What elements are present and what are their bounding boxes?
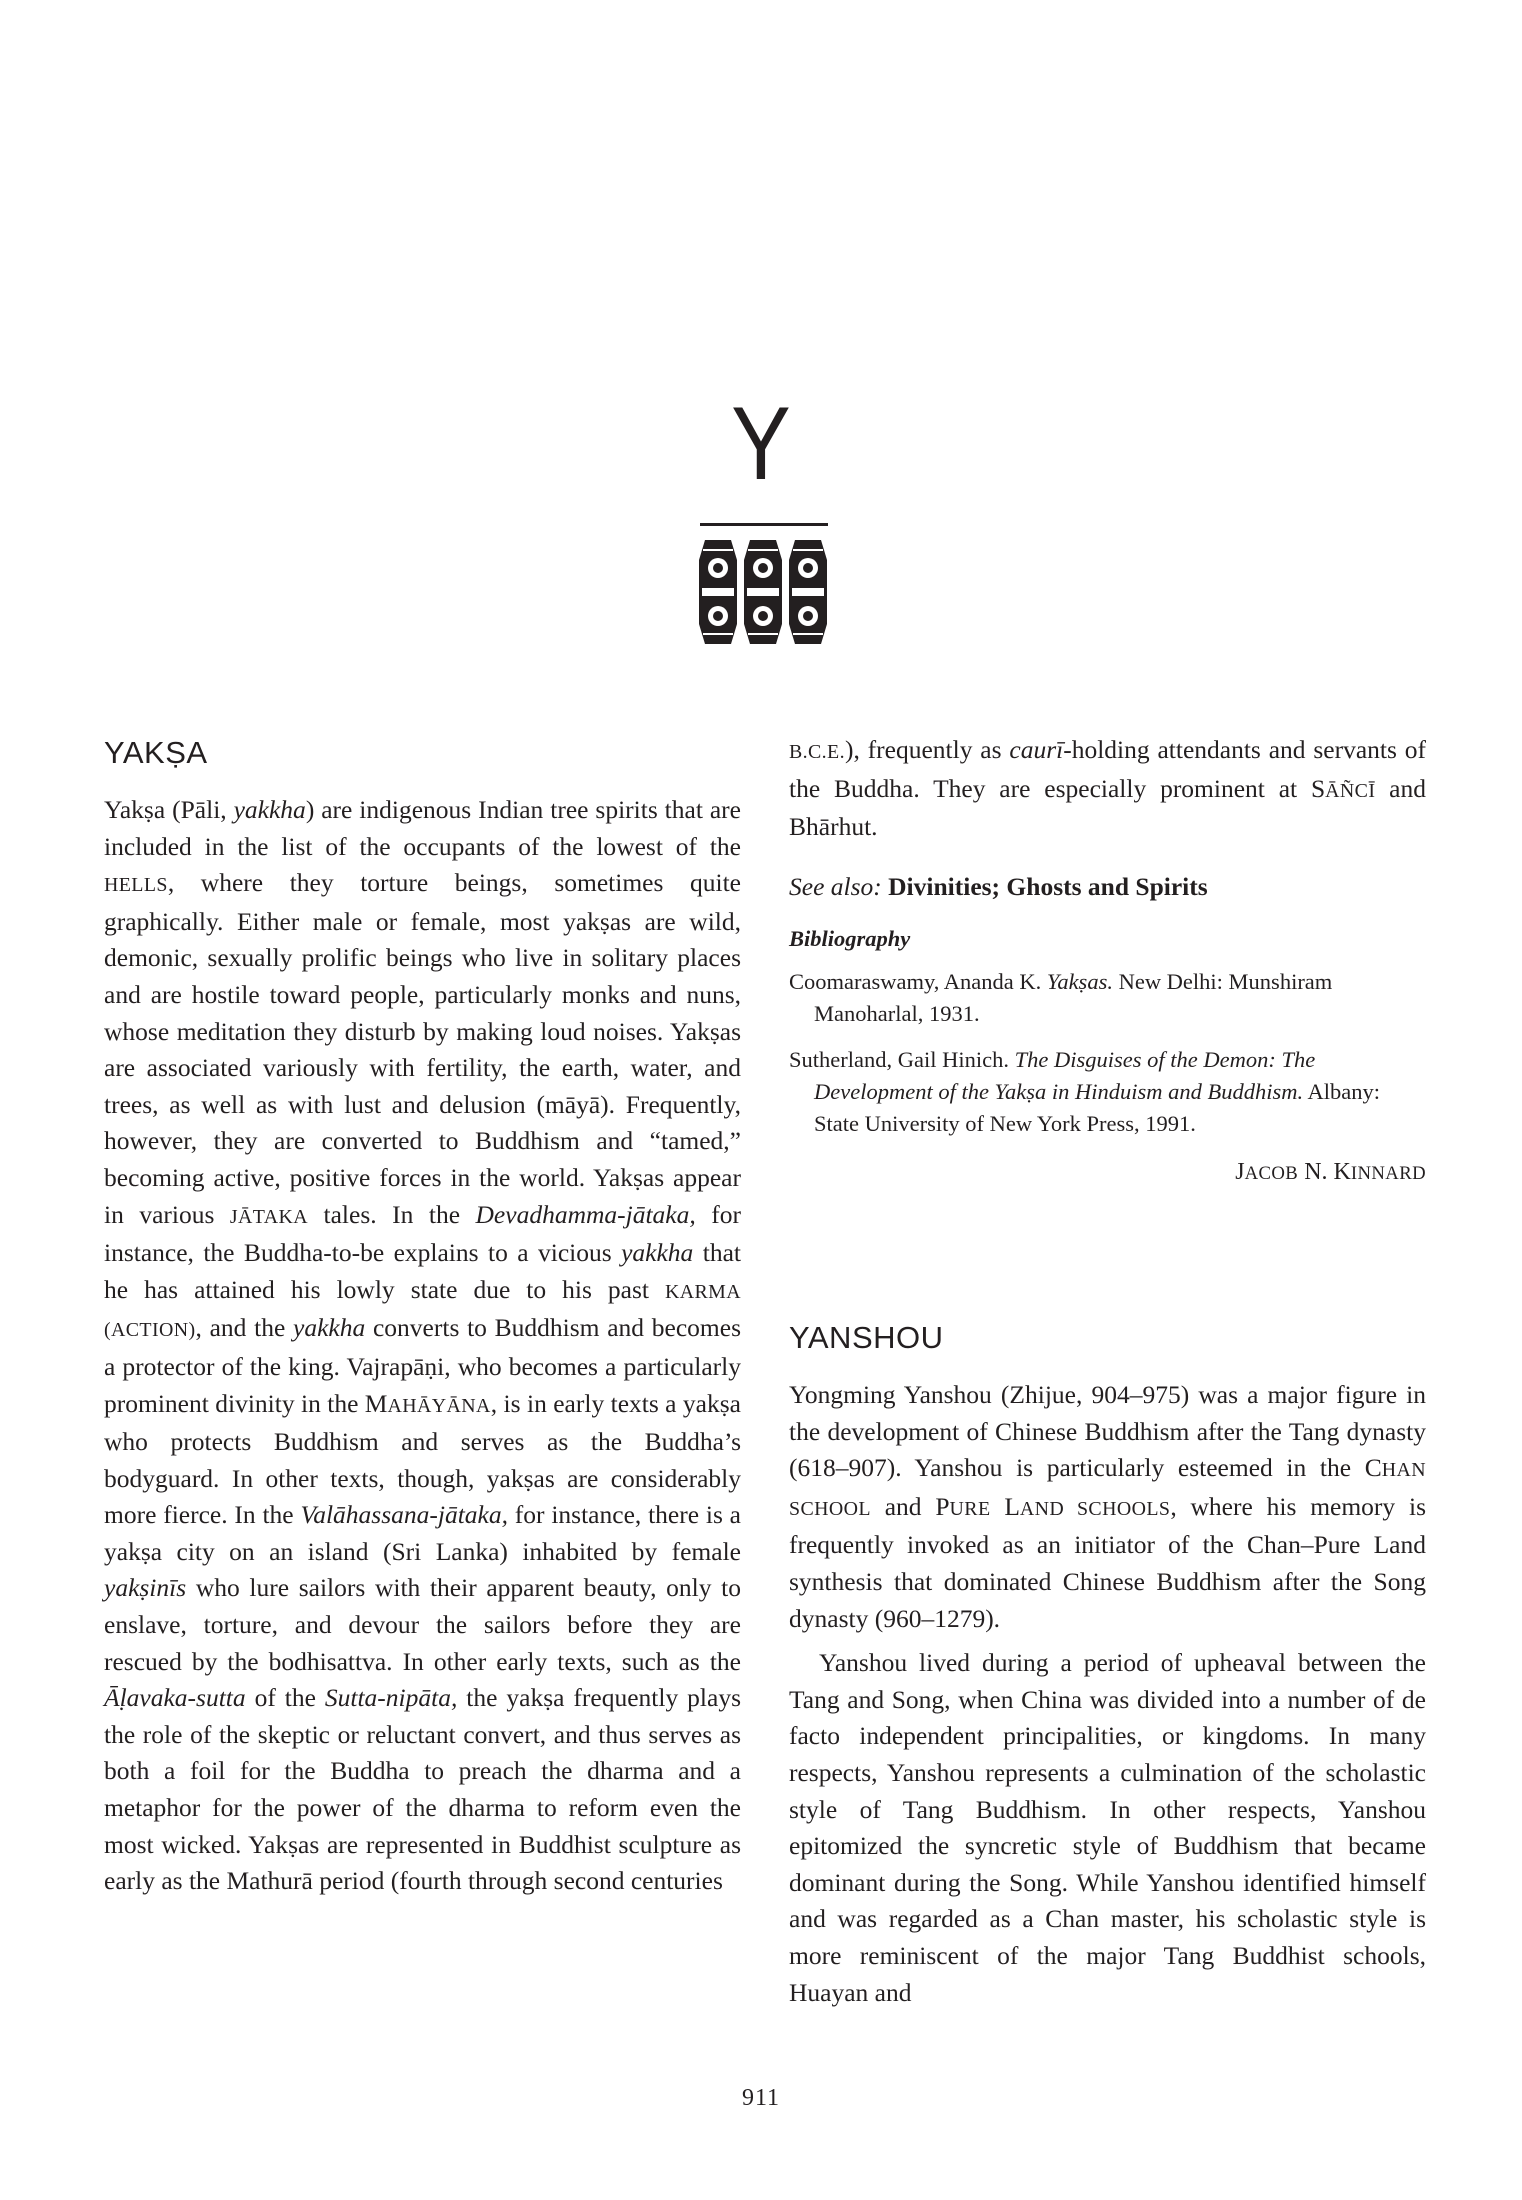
letter-divider-rule xyxy=(700,523,828,526)
see-also-label: See also: xyxy=(789,871,882,901)
yanshou-paragraph-2: Yanshou lived during a period of upheaval between the Tang and Song, when China was divided into a number of de facto independent principalities, or kingdoms. In many respects, Yanshou represents a culmination of the scholastic style of Tang Buddhism. In other respects, Yanshou epitomized the syncretic style of Buddhism that became dominant during the Song. While Yanshou identified himself and was regarded as a Chan master, his scholastic style is more reminiscent of the major Tang Buddhist schools, Huayan and xyxy=(789,1648,1426,2007)
yaksa-continuation-column xyxy=(789,732,1426,1193)
bead-ornament-icon xyxy=(697,536,829,648)
yanshou-paragraph-1: Yongming Yanshou (Zhijue, 904–975) was a major figure in the development of Chinese Buddhism after the Tang dynasty (618–907). Yanshou is particularly esteemed in the CHAN SCHOOL and PURE LAND SCHOOLS, where his memory is frequently invoked as an initiator of the Chan–Pure Land synthesis that dominated Chinese Buddhism after the Song dynasty (960–1279). xyxy=(789,1380,1426,1633)
yanshou-heading: YANSHOU xyxy=(789,1320,944,1355)
bead-left xyxy=(699,540,737,644)
yaksa-article-column xyxy=(104,733,741,1900)
yanshou-article-column xyxy=(789,1318,1426,2011)
bead-middle xyxy=(744,540,782,644)
bibliography-heading: Bibliography xyxy=(789,926,911,952)
bibliography-entry: Sutherland, Gail Hinich. The Disguises of the Demon: The Development of the Yakṣa in Hinduism and Buddhism. Albany: State University of New York Press, 1991. xyxy=(789,1047,1381,1137)
bibliography-entry: Coomaraswamy, Ananda K. Yakṣas. New Delhi: Munshiram Manoharlal, 1931. xyxy=(789,969,1333,1027)
section-letter: Y xyxy=(731,386,791,502)
author-credit: JACOB N. KINNARD xyxy=(1235,1159,1426,1186)
bead-right xyxy=(789,540,827,644)
page-number: 911 xyxy=(741,2085,781,2111)
yaksa-continuation: B.C.E.), frequently as caurī-holding attendants and servants of the Buddha. They are especially prominent at SĀÑCĪ and Bhārhut. xyxy=(789,735,1427,842)
see-also-links[interactable]: Divinities; Ghosts and Spirits xyxy=(888,871,1208,901)
see-also xyxy=(789,869,1426,906)
yaksa-body: Yakṣa (Pāli, yakkha) are indigenous Indian tree spirits that are included in the list of the occupants of the lowest of the HELLS, where they torture beings, sometimes quite graphically. Either male or female, most yakṣas are wild, demonic, sexually prolific beings who live in solitary places and are hostile toward people, particularly monks and nuns, whose meditation they disturb by making loud noises. Yakṣas are associated variously with fertility, the earth, water, and trees, as well as with lust and delusion (māyā). Frequently, however, they are converted to Buddhism and “tamed,” becoming active, positive forces in the world. Yakṣas appear in various JĀTAKA tales. In the Devadhamma-jātaka, for instance, the Buddha-to-be explains to a vicious yakkha that he has attained his lowly state due to his past KARMA (ACTION), and the yakkha converts to Buddhism and becomes a protector of the king. Vajrapāṇi, who becomes a particularly prominent divinity in the MAHĀYĀNA, is in early texts a yakṣa who protects Buddhism and serves as the Buddha’s bodyguard. In other texts, though, yakṣas are considerably more fierce. In the Valāhassana-jātaka, for instance, there is a yakṣa city on an island (Sri Lanka) inhabited by female yakṣinīs who lure sailors with their apparent beauty, only to enslave, torture, and devour the sailors before they are rescued by the bodhisattva. In other early texts, such as the Āḷavaka-sutta of the Sutta-nipāta, the yakṣa frequently plays the role of the skeptic or reluctant convert, and thus serves as both a foil for the Buddha to preach the dharma and a metaphor for the power of the dharma to reform even the most wicked. Yakṣas are represented in Buddhist sculpture as early as the Mathurā period (fourth through second centuries xyxy=(104,795,741,1896)
yaksa-heading: YAKṢA xyxy=(104,735,208,770)
